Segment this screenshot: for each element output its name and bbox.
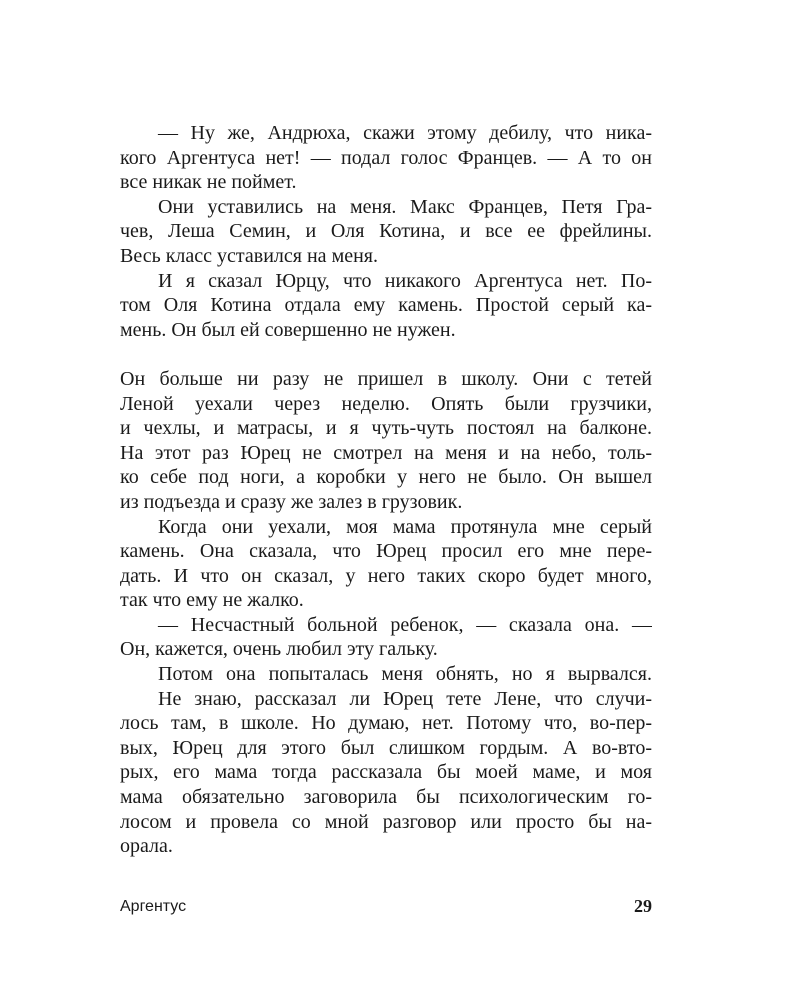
text-line: камень. Она сказала, что Юрец просил его мне пере- [120, 540, 652, 563]
text-line: лосом и провела со мной разговор или просто бы на- [120, 810, 652, 833]
text-line: вых, Юрец для этого был слишком гордым. А во-вто- [120, 736, 652, 759]
text-line: ко себе под ноги, а коробки у него не было. Он вышел [120, 466, 652, 489]
text-line: Когда они уехали, моя мама протянула мне серый [158, 515, 652, 538]
text-line: дать. И что он сказал, у него таких скоро будет много, [120, 564, 652, 587]
text-line: кого Аргентуса нет! — подал голос Францев. — А то он [120, 146, 652, 169]
text-line: из подъезда и сразу же залез в грузовик. [120, 490, 463, 513]
text-line: все никак не поймет. [120, 171, 297, 194]
text-line: Он больше ни разу не пришел в школу. Они с тетей [120, 367, 652, 390]
text-line: так что ему не жалко. [120, 589, 304, 612]
text-line: чев, Леша Семин, и Оля Котина, и все ее фрейлины. [120, 220, 652, 243]
text-line: том Оля Котина отдала ему камень. Простой серый ка- [120, 294, 652, 317]
text-line: — Ну же, Андрюха, скажи этому дебилу, что ника- [158, 122, 652, 144]
text-line: орала. [120, 835, 173, 858]
text-line: — Несчастный больной ребенок, — сказала она. — [158, 613, 652, 636]
running-footer-title: Аргентус [120, 898, 187, 915]
text-line: лось там, в школе. Но думаю, нет. Потому что, во-пер- [120, 712, 652, 735]
text-line: Он, кажется, очень любил эту гальку. [120, 638, 438, 661]
text-line: На этот раз Юрец не смотрел на меня и на небо, толь- [120, 441, 652, 464]
text-line: рых, его мама тогда рассказала бы моей маме, и моя [120, 761, 652, 784]
text-line: мень. Он был ей совершенно не нужен. [120, 318, 456, 341]
page-body-text [120, 121, 652, 859]
text-line: Леной уехали через неделю. Опять были грузчики, [120, 392, 652, 415]
text-line: Не знаю, рассказал ли Юрец тете Лене, что случи- [158, 687, 652, 710]
text-line: И я сказал Юрцу, что никакого Аргентуса нет. По- [158, 269, 652, 292]
text-line: и чехлы, и матрасы, и я чуть-чуть постоял на балконе. [120, 417, 652, 440]
text-line: Они уставились на меня. Макс Францев, Петя Гра- [158, 195, 652, 218]
text-line: мама обязательно заговорила бы психологическим го- [120, 786, 652, 809]
paragraph-break [120, 342, 652, 367]
text-line: Весь класс уставился на меня. [120, 244, 378, 267]
text-line: Потом она попыталась меня обнять, но я вырвался. [158, 663, 652, 686]
page-number: 29 [634, 896, 652, 916]
